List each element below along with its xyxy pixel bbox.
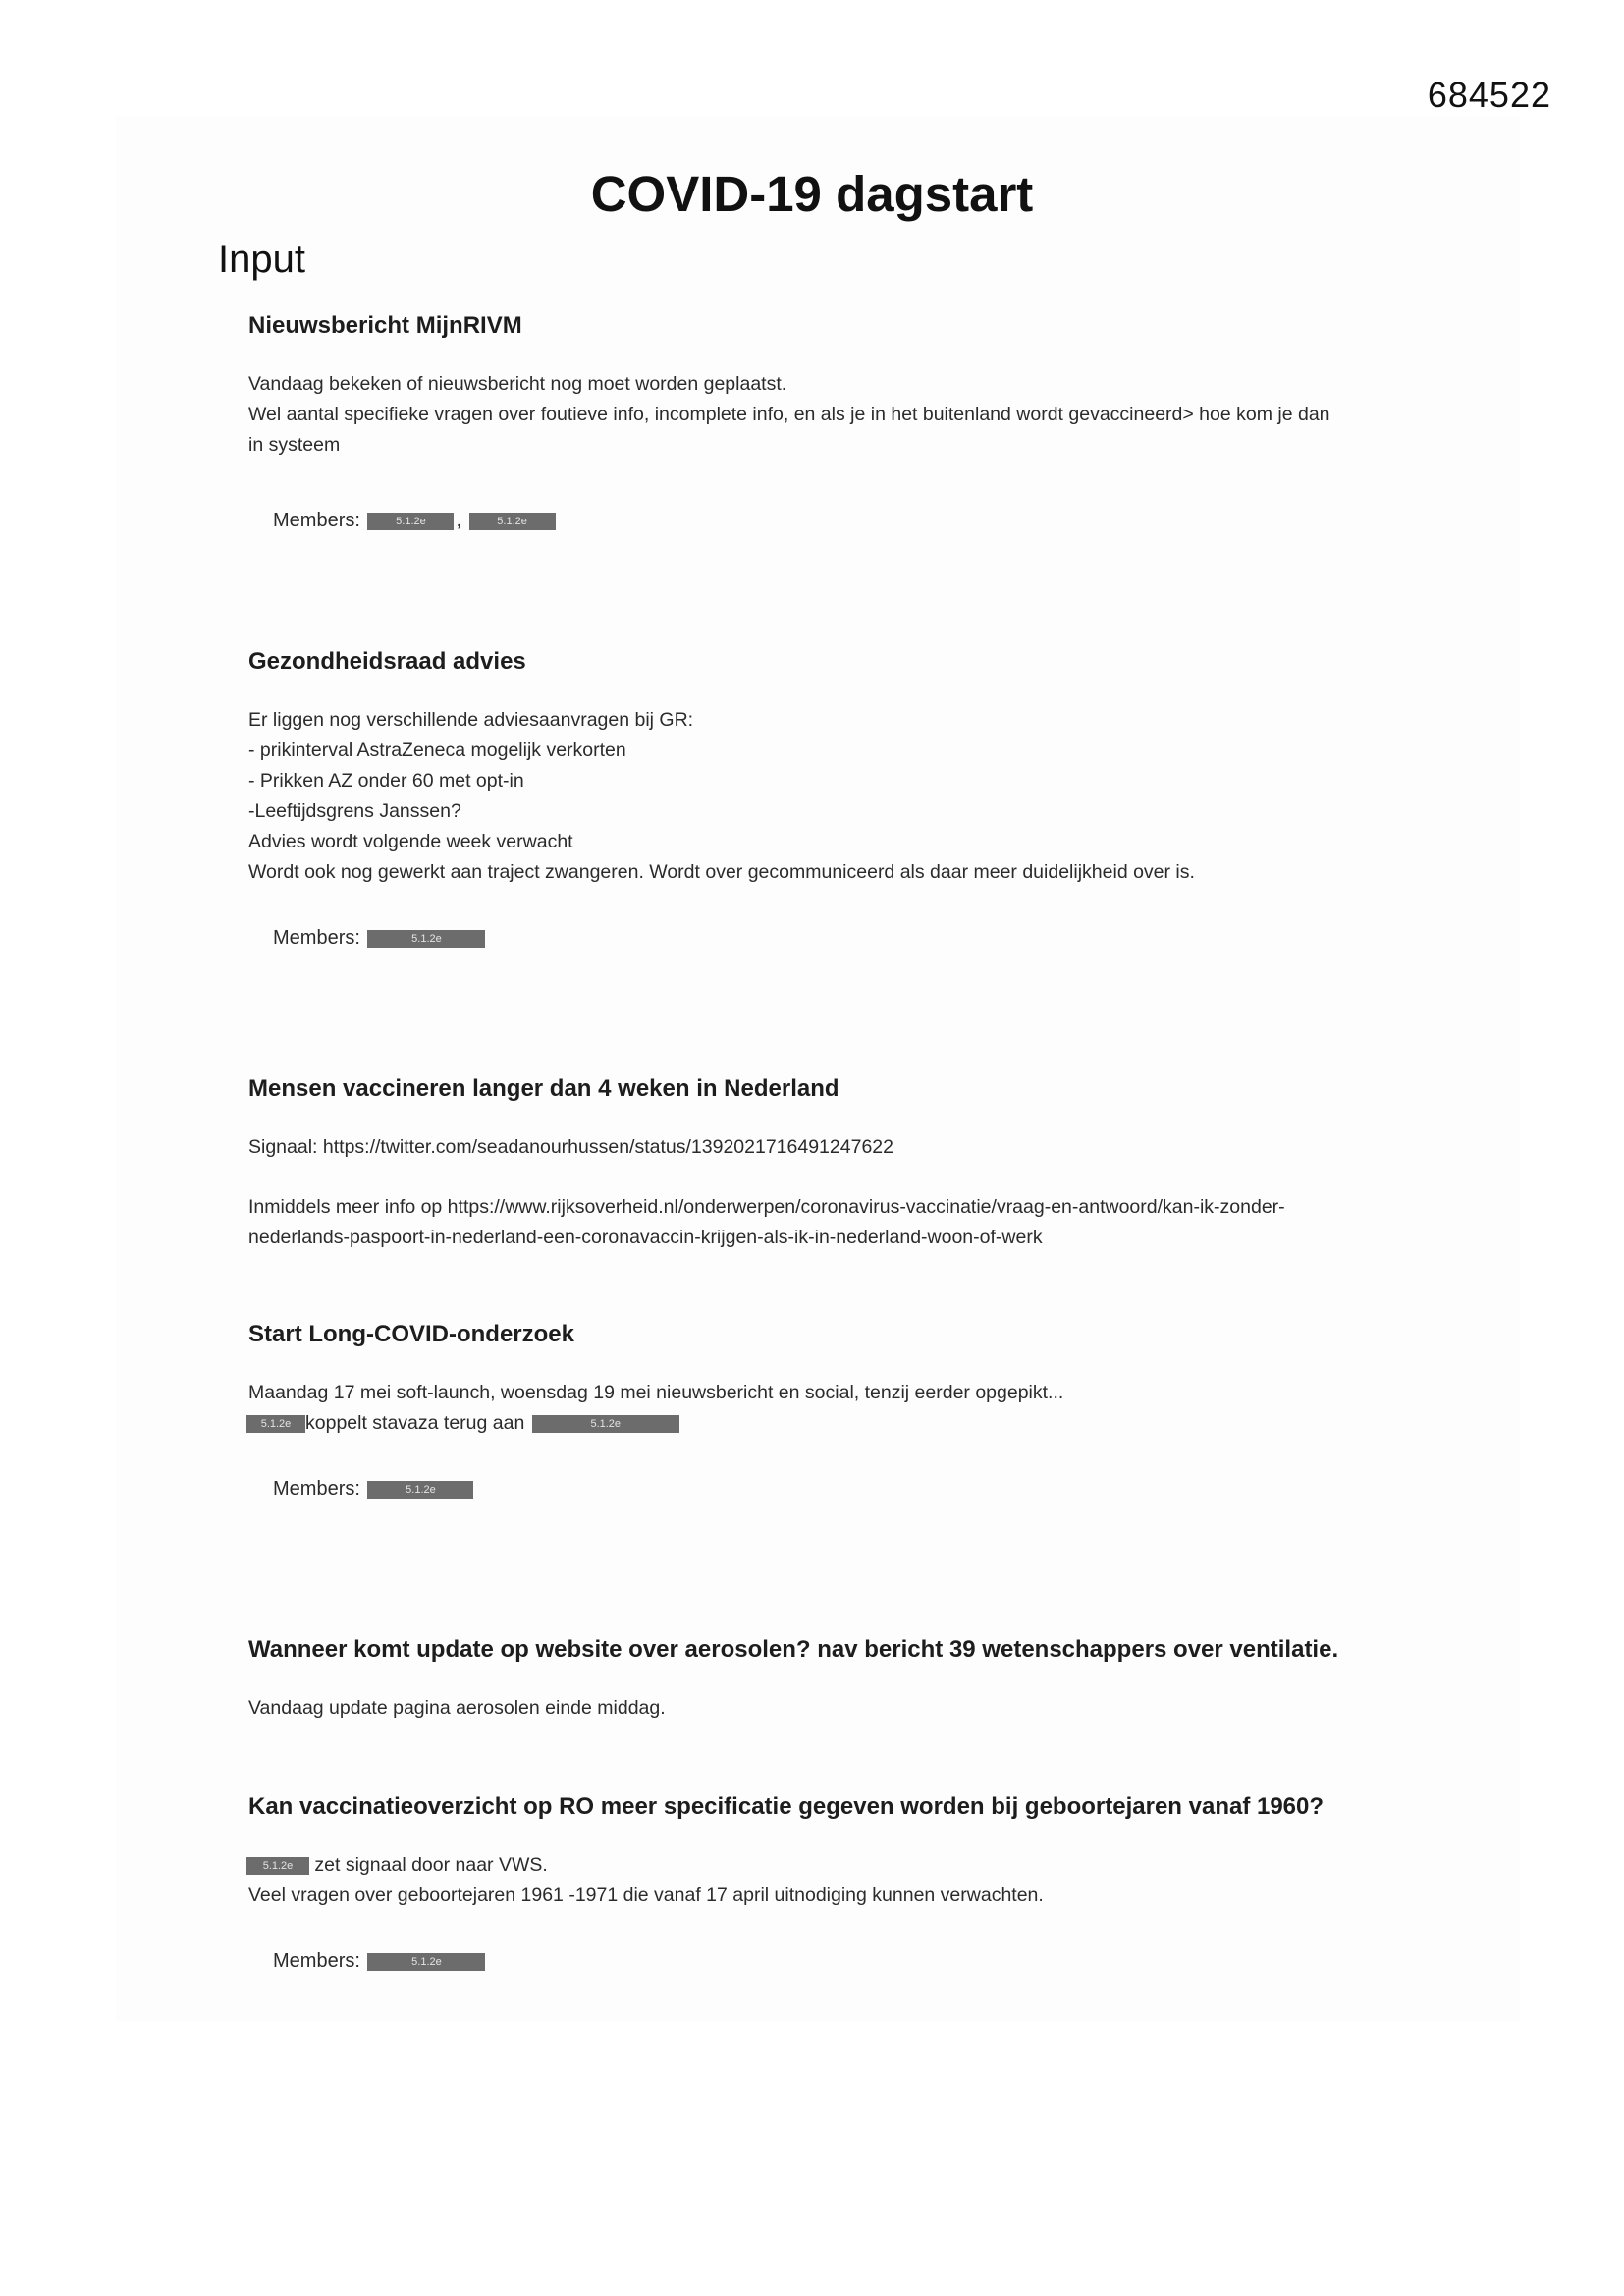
body-line: Advies wordt volgende week verwacht xyxy=(248,831,573,852)
body-line: Er liggen nog verschillende adviesaanvragen bij GR: xyxy=(248,709,694,731)
members-row xyxy=(248,927,1397,950)
redaction-box: 5.1.2e xyxy=(367,1953,485,1971)
body-line: in systeem xyxy=(248,434,341,456)
section-heading: Start Long-COVID-onderzoek xyxy=(248,1321,575,1347)
members-row xyxy=(248,1950,1397,1973)
members-separator: , xyxy=(456,510,462,531)
body-line: Inmiddels meer info op https://www.rijksoverheid.nl/onderwerpen/coronavirus-vaccinatie/vraag-en-antwoord/kan-ik-zonder- xyxy=(248,1196,1285,1218)
body-text: koppelt stavaza terug aan xyxy=(305,1412,525,1434)
section-gezondheidsraad xyxy=(248,648,1397,950)
section-body xyxy=(248,1378,1397,1439)
section-title: Input xyxy=(218,238,305,281)
page-title: COVID-19 dagstart xyxy=(590,166,1034,222)
section-heading: Nieuwsbericht MijnRIVM xyxy=(248,312,522,339)
section-vaccineren-nederland xyxy=(248,1075,1397,1253)
body-line: nederlands-paspoort-in-nederland-een-coronavaccin-krijgen-als-ik-in-nederland-woon-of-werk xyxy=(248,1227,1043,1248)
section-body xyxy=(248,369,1397,461)
body-line: Wordt ook nog gewerkt aan traject zwangeren. Wordt over gecommuniceerd als daar meer duidelijkheid over is. xyxy=(248,861,1195,883)
body-line xyxy=(246,1850,1397,1881)
members-label: Members: xyxy=(273,510,360,531)
redaction-box: 5.1.2e xyxy=(367,1481,473,1499)
redaction-box: 5.1.2e xyxy=(469,513,556,530)
members-label: Members: xyxy=(273,927,360,949)
section-long-covid xyxy=(248,1321,1397,1501)
members-label: Members: xyxy=(273,1478,360,1500)
section-heading: Gezondheidsraad advies xyxy=(248,648,526,675)
body-line: Veel vragen over geboortejaren 1961 -1971 die vanaf 17 april uitnodiging kunnen verwachten. xyxy=(248,1885,1044,1906)
body-line: -Leeftijdsgrens Janssen? xyxy=(248,800,461,822)
members-row xyxy=(248,510,1397,532)
redaction-box: 5.1.2e xyxy=(367,513,454,530)
section-body: Vandaag update pagina aerosolen einde middag. xyxy=(248,1697,666,1719)
section-body xyxy=(248,1850,1397,1911)
body-line xyxy=(246,1408,1397,1439)
members-label: Members: xyxy=(273,1950,360,1972)
section-heading: Mensen vaccineren langer dan 4 weken in Nederland xyxy=(248,1075,839,1102)
redaction-box: 5.1.2e xyxy=(532,1415,679,1433)
section-aerosolen xyxy=(248,1636,1397,1723)
body-line: - Prikken AZ onder 60 met opt-in xyxy=(248,770,524,792)
members-row xyxy=(248,1478,1397,1501)
document-id: 684522 xyxy=(1427,75,1551,115)
section-nieuwsbericht xyxy=(248,312,1397,532)
section-vaccinatieoverzicht xyxy=(248,1793,1397,1973)
redaction-box: 5.1.2e xyxy=(246,1857,309,1875)
section-body xyxy=(248,705,1397,888)
redaction-box: 5.1.2e xyxy=(246,1415,305,1433)
signal-line: Signaal: https://twitter.com/seadanourhussen/status/1392021716491247622 xyxy=(248,1136,893,1158)
body-line: - prikinterval AstraZeneca mogelijk verkorten xyxy=(248,739,626,761)
body-line: Maandag 17 mei soft-launch, woensdag 19 mei nieuwsbericht en social, tenzij eerder opgepikt... xyxy=(248,1382,1064,1403)
body-line: Vandaag bekeken of nieuwsbericht nog moet worden geplaatst. xyxy=(248,373,787,395)
redaction-box: 5.1.2e xyxy=(367,930,485,948)
section-heading: Kan vaccinatieoverzicht op RO meer specificatie gegeven worden bij geboortejaren vanaf 1960? xyxy=(248,1793,1325,1820)
section-heading: Wanneer komt update op website over aerosolen? nav bericht 39 wetenschappers over ventilatie. xyxy=(248,1636,1339,1663)
body-text: zet signaal door naar VWS. xyxy=(314,1854,548,1876)
body-line: Wel aantal specifieke vragen over foutieve info, incomplete info, en als je in het buitenland wordt gevaccineerd> hoe kom je dan xyxy=(248,404,1330,425)
section-body xyxy=(248,1192,1397,1253)
